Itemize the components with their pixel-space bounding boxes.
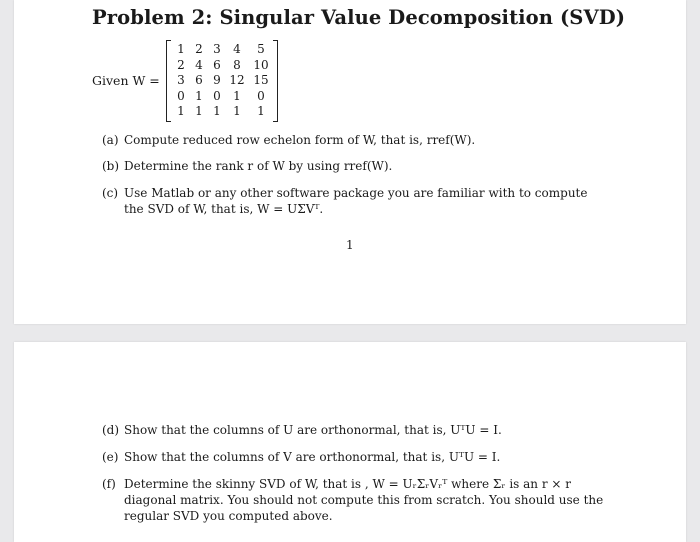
question-label: (a) bbox=[102, 133, 119, 147]
question-e bbox=[102, 449, 622, 467]
matrix-cell: 8 bbox=[233, 57, 241, 72]
matrix-cell: 4 bbox=[195, 57, 203, 72]
matrix-cell: 6 bbox=[195, 73, 203, 87]
matrix-row bbox=[172, 89, 273, 105]
matrix-w bbox=[166, 40, 278, 122]
matrix-cell: 3 bbox=[177, 73, 185, 87]
matrix-cell: 1 bbox=[177, 104, 185, 118]
matrix-cell: 0 bbox=[213, 88, 221, 103]
matrix-cell: 1 bbox=[213, 104, 221, 118]
question-text: Determine the rank r of W by using rref(W). bbox=[124, 159, 393, 173]
matrix-left-bracket bbox=[166, 40, 171, 122]
matrix-cell: 9 bbox=[213, 73, 221, 87]
question-label: (d) bbox=[102, 423, 120, 437]
matrix-cell: 1 bbox=[233, 104, 241, 118]
matrix-right-bracket bbox=[273, 40, 278, 122]
document-page-1 bbox=[14, 0, 686, 324]
matrix-cell: 1 bbox=[195, 88, 203, 103]
matrix-cell: 12 bbox=[229, 73, 245, 87]
matrix-row bbox=[172, 104, 273, 120]
matrix-cell: 0 bbox=[177, 88, 185, 103]
given-label: Given W = bbox=[92, 73, 160, 88]
matrix-cell: 1 bbox=[177, 42, 185, 56]
question-b bbox=[102, 158, 622, 176]
matrix-row bbox=[172, 58, 273, 74]
question-text: Show that the columns of V are orthonormal, that is, UᵀU = I. bbox=[124, 450, 501, 464]
problem-title: Problem 2: Singular Value Decomposition (SVD) bbox=[92, 6, 626, 29]
question-d bbox=[102, 422, 622, 440]
page-number: 1 bbox=[346, 238, 354, 252]
question-f bbox=[102, 476, 622, 526]
matrix-cell: 2 bbox=[195, 42, 203, 56]
question-label: (b) bbox=[102, 159, 120, 173]
matrix-cell: 2 bbox=[177, 57, 185, 72]
question-text: Determine the skinny SVD of W, that is , W = UᵣΣᵣVᵣᵀ where Σᵣ is an r × r diagonal matrix. You should not compute this from scratch. You should use the regular SVD you computed above. bbox=[124, 477, 604, 523]
question-text: Compute reduced row echelon form of W, that is, rref(W). bbox=[124, 133, 476, 147]
matrix-row bbox=[172, 42, 273, 58]
matrix-cell: 15 bbox=[253, 73, 269, 87]
matrix-cell: 3 bbox=[213, 42, 221, 56]
question-label: (e) bbox=[102, 450, 119, 464]
question-text: Use Matlab or any other software package you are familiar with to compute the SVD of W, that is, W = UΣVᵀ. bbox=[124, 186, 588, 216]
matrix-cell: 5 bbox=[257, 42, 265, 56]
question-a bbox=[102, 132, 622, 150]
question-label: (f) bbox=[102, 477, 116, 491]
matrix-cell: 4 bbox=[233, 42, 241, 56]
matrix-cell: 1 bbox=[257, 104, 265, 118]
document-page-2 bbox=[14, 342, 686, 542]
matrix-cell: 1 bbox=[233, 88, 241, 103]
matrix-cell: 1 bbox=[195, 104, 203, 118]
matrix-cell: 0 bbox=[257, 88, 265, 103]
matrix-row bbox=[172, 73, 273, 89]
question-c bbox=[102, 185, 622, 219]
matrix-cell: 6 bbox=[213, 57, 221, 72]
question-label: (c) bbox=[102, 186, 119, 200]
matrix-cell: 10 bbox=[253, 57, 269, 72]
question-text: Show that the columns of U are orthonormal, that is, UᵀU = I. bbox=[124, 423, 502, 437]
